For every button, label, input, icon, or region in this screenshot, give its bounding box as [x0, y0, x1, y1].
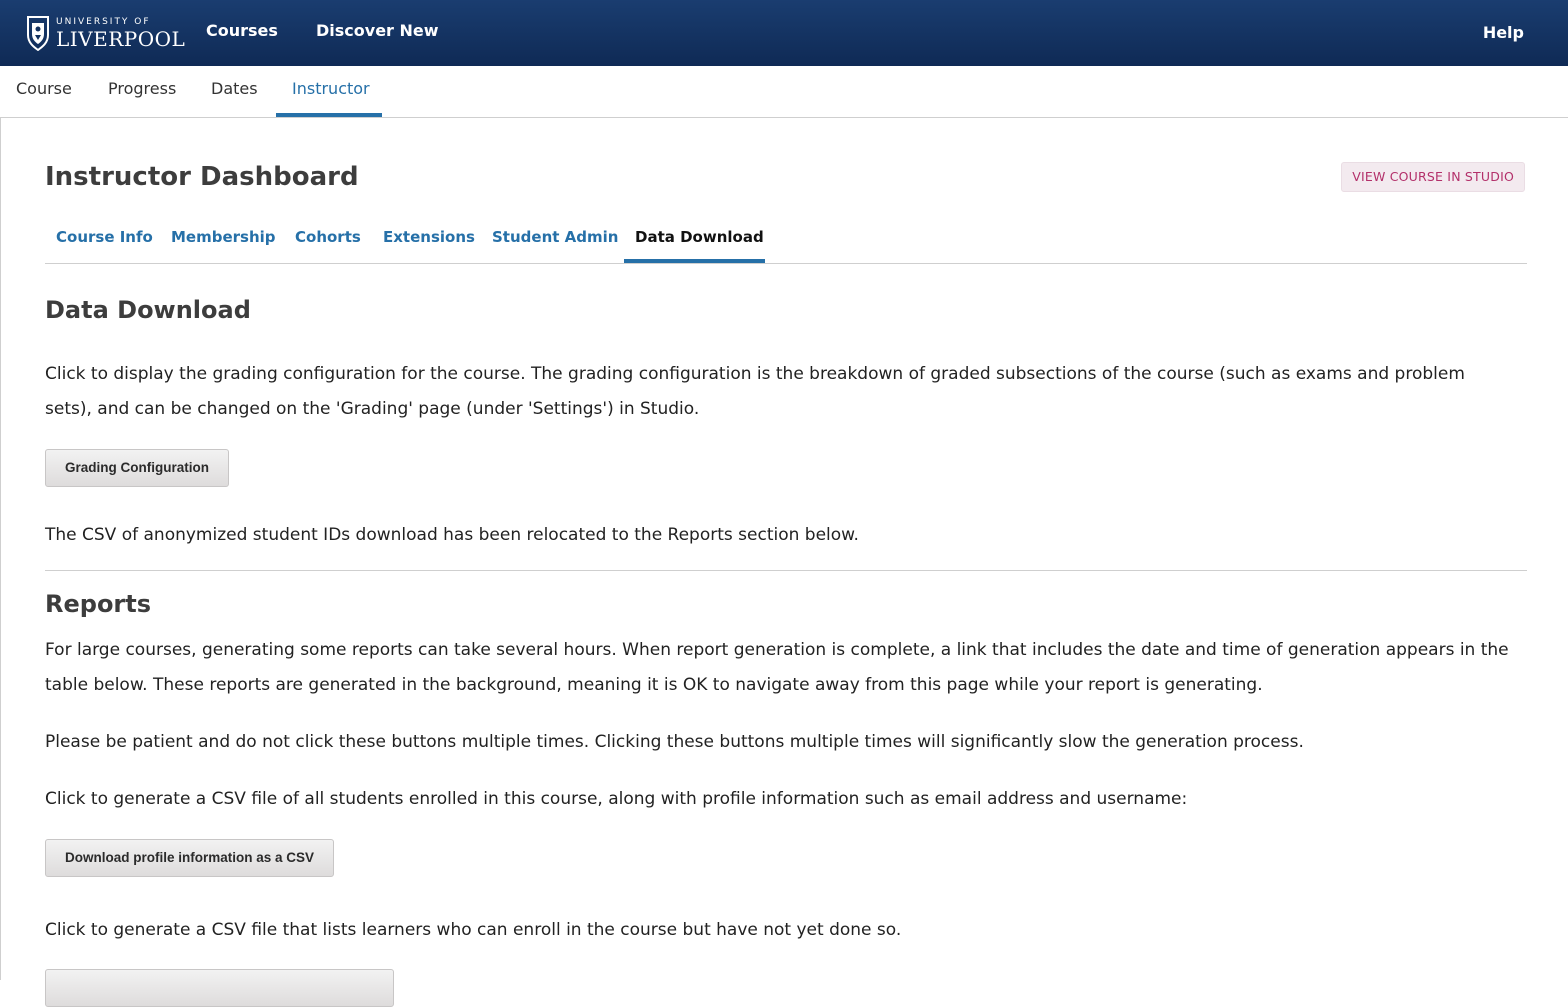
view-course-in-studio-button[interactable]: VIEW COURSE IN STUDIO [1341, 162, 1525, 192]
logo-big-text: LIVERPOOL [56, 26, 186, 51]
grading-description: Click to display the grading configuration for the course. The grading configuration is the breakdown of graded subsections of the course (such as exams and problem sets), and can be changed on the 'Grading' page (under 'Settings') in Studio. [45, 364, 1465, 419]
active-tab-indicator [276, 113, 382, 117]
nav-courses-link[interactable]: Courses [206, 21, 278, 40]
anonymized-ids-note: The CSV of anonymized student IDs download has been relocated to the Reports section below. [45, 525, 859, 545]
course-tabs [0, 66, 1568, 118]
main-content [0, 118, 1568, 980]
data-download-heading: Data Download [45, 296, 251, 324]
tab-progress[interactable]: Progress [108, 79, 177, 98]
section-divider [45, 570, 1527, 571]
university-logo[interactable] [26, 14, 185, 52]
tab-course[interactable]: Course [16, 79, 72, 98]
tab-student-admin[interactable]: Student Admin [492, 228, 619, 246]
top-header [0, 0, 1568, 66]
tab-instructor[interactable]: Instructor [292, 79, 370, 98]
active-dashboard-tab-indicator [624, 259, 765, 263]
download-profile-csv-button[interactable]: Download profile information as a CSV [45, 839, 334, 877]
reports-patience-note: Please be patient and do not click these buttons multiple times. Clicking these buttons multiple times will significantly slow the generation process. [45, 732, 1304, 752]
tab-dates[interactable]: Dates [211, 79, 258, 98]
dashboard-tabs [45, 218, 1527, 264]
tab-extensions[interactable]: Extensions [383, 228, 475, 246]
profile-csv-description: Click to generate a CSV file of all students enrolled in this course, along with profile information such as email address and username: [45, 789, 1188, 809]
tab-course-info[interactable]: Course Info [56, 228, 153, 246]
may-enroll-csv-button[interactable] [45, 969, 394, 1007]
tab-data-download[interactable]: Data Download [635, 228, 764, 246]
reports-heading: Reports [45, 590, 152, 618]
shield-logo-icon [26, 15, 50, 51]
grading-configuration-button[interactable]: Grading Configuration [45, 449, 229, 487]
reports-intro: For large courses, generating some reports can take several hours. When report generation is complete, a link that includes the date and time of generation appears in the table below. These reports are generated in the background, meaning it is OK to navigate away from this page while your report is generating. [45, 640, 1509, 695]
tab-cohorts[interactable]: Cohorts [295, 228, 361, 246]
tab-membership[interactable]: Membership [171, 228, 276, 246]
page-title: Instructor Dashboard [45, 162, 359, 192]
logo-small-text: UNIVERSITY OF [56, 16, 151, 27]
may-enroll-csv-description: Click to generate a CSV file that lists learners who can enroll in the course but have not yet done so. [45, 920, 902, 940]
nav-discover-new-link[interactable]: Discover New [316, 21, 439, 40]
help-link[interactable]: Help [1482, 23, 1524, 42]
